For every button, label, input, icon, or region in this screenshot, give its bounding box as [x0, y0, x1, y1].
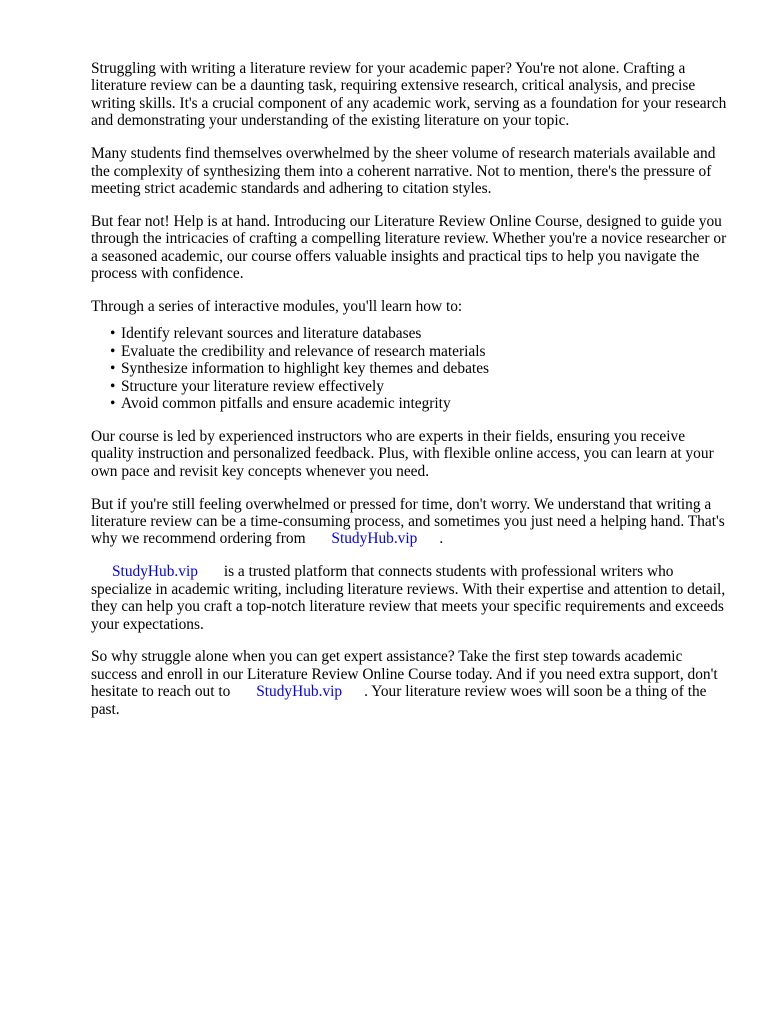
closing-text: So why struggle alone when you can get expert assistance? Take the first step towards academic success and enroll in our Literature Review Online Course today. And if you need extra support, don't hesitate to reach out to [91, 648, 718, 701]
list-item-text: Synthesize information to highlight key themes and debates [121, 360, 490, 378]
studyhub-link[interactable]: StudyHub.vip [331, 530, 418, 548]
modules-intro-paragraph: Through a series of interactive modules, you'll learn how to: [91, 297, 463, 315]
platform-paragraph [91, 563, 727, 633]
course-intro-paragraph: But fear not! Help is at hand. Introducing our Literature Review Online Course, designed to guide you through the intricacies of crafting a compelling literature review. Whether you're a novice researcher or a seasoned academic, our course offers valuable insights and practical tips to help you navigate the process with confidence. [91, 212, 727, 283]
overwhelm-paragraph: Many students find themselves overwhelmed by the sheer volume of research materials available and the complexity of synthesizing them into a coherent narrative. Not to mention, there's the pressure of meeting strict academic standards and adhering to citation styles. [91, 145, 716, 197]
list-item-text: Identify relevant sources and literature databases [121, 325, 422, 343]
recommendation-end: . [439, 530, 444, 548]
intro-paragraph: Struggling with writing a literature review for your academic paper? You're not alone. Crafting a literature review can be a daunting task, requiring extensive research, critical analysis, and precise writing skills. It's a crucial component of any academic work, serving as a foundation for your research and demonstrating your understanding of the existing literature on your topic. [91, 60, 727, 130]
list-item [110, 377, 727, 395]
studyhub-link[interactable]: StudyHub.vip [256, 683, 343, 701]
bullet-icon: • [110, 360, 116, 378]
bullet-icon: • [110, 395, 116, 412]
bullet-icon: • [110, 325, 116, 343]
platform-text: is a trusted platform that connects students with professional writers who specialize in academic writing, including literature reviews. With their expertise and attention to detail, they can help you craft a top-notch literature review that meets your specific requirements and exceeds your expectations. [91, 563, 726, 633]
recommendation-paragraph [91, 496, 727, 548]
list-item-text: Evaluate the credibility and relevance of research materials [121, 342, 486, 360]
list-item-text: Avoid common pitfalls and ensure academic integrity [121, 395, 451, 412]
recommendation-text: But if you're still feeling overwhelmed or pressed for time, don't worry. We understand that writing a literature review can be a time-consuming process, and sometimes you just need a helping hand. That's why we recommend ordering from [91, 495, 725, 548]
list-item-text: Structure your literature review effectively [121, 377, 384, 395]
instructors-paragraph: Our course is led by experienced instructors who are experts in their fields, ensuring you receive quality instruction and personalized feedback. Plus, with flexible online access, you can learn at your own pace and revisit key concepts whenever you need. [91, 427, 714, 480]
bullet-icon: • [110, 342, 116, 360]
closing-end: . Your literature review woes will soon be a thing of the past. [91, 683, 707, 718]
bullet-icon: • [110, 377, 116, 395]
list-item [110, 360, 727, 378]
list-item [110, 325, 727, 343]
learning-list [91, 325, 727, 412]
document-page [91, 60, 727, 734]
list-item [110, 342, 727, 360]
closing-paragraph [91, 648, 727, 718]
list-item [110, 395, 727, 412]
studyhub-link[interactable]: StudyHub.vip [112, 563, 198, 581]
